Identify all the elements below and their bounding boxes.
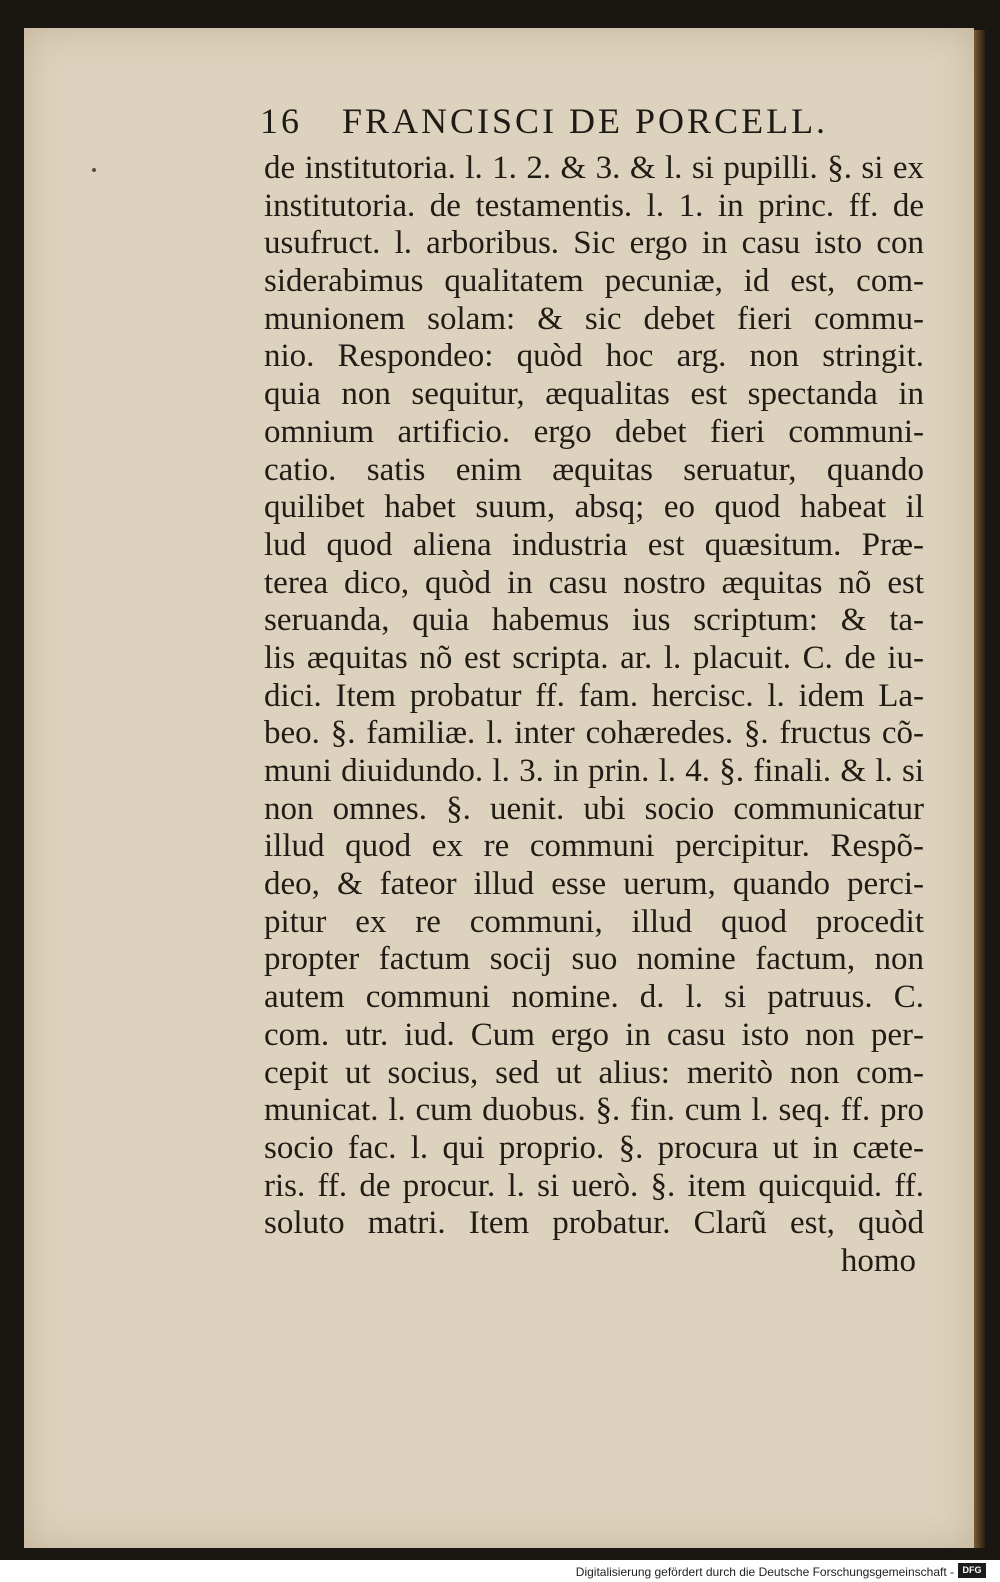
running-title: FRANCISCI DE PORCELL. — [342, 101, 829, 141]
text-line: pitur ex re communi, illud quod procedit — [264, 903, 924, 940]
text-line: seruanda, quia habemus ius scriptum: & ta‑ — [264, 602, 924, 639]
funding-credit: Digitalisierung gefördert durch die Deutsche Forschungsgemeinschaft - — [575, 1565, 954, 1579]
text-line: de institutoria. l. 1. 2. & 3. & l. si pupilli. §. si ex — [264, 150, 924, 186]
catchword: homo — [840, 1242, 916, 1279]
text-line: quilibet habet suum, absq; eo quod habeat il — [264, 489, 924, 526]
text-line: non omnes. §. uenit. ubi socio communicatur — [264, 790, 924, 827]
text-line: com. utr. iud. Cum ergo in casu isto non per‑ — [264, 1016, 924, 1053]
text-line: institutoria. de testamentis. l. 1. in princ. ff. de — [264, 187, 924, 224]
text-line: munionem solam: & sic debet fieri commu‑ — [264, 300, 924, 337]
text-line: illud quod ex re communi percipitur. Respõ‑ — [264, 828, 924, 865]
text-line: lis æquitas nõ est scripta. ar. l. placuit. C. de iu‑ — [264, 639, 924, 676]
page-number: 16 — [260, 101, 302, 141]
text-line: propter factum socij suo nomine factum, non — [264, 941, 924, 978]
text-line: municat. l. cum duobus. §. fin. cum l. seq. ff. pro — [264, 1092, 924, 1129]
page-header — [260, 100, 860, 144]
text-line: beo. §. familiæ. l. inter cohæredes. §. fructus cõ‑ — [264, 715, 924, 752]
text-line: dici. Item probatur ff. fam. hercisc. l. idem La‑ — [264, 677, 924, 714]
text-line: socio fac. l. qui proprio. §. procura ut in cæte‑ — [264, 1129, 924, 1166]
digitization-footer — [0, 1560, 1000, 1582]
text-line: deo, & fateor illud esse uerum, quando perci‑ — [264, 866, 924, 903]
body-text — [264, 150, 924, 1281]
text-line: muni diuidundo. l. 3. in prin. l. 4. §. finali. & l. si — [264, 753, 924, 789]
text-line: quia non sequitur, æqualitas est spectanda in — [264, 376, 924, 413]
text-line: terea dico, quòd in casu nostro æquitas nõ est — [264, 564, 924, 601]
text-line: catio. satis enim æquitas seruatur, quando — [264, 451, 924, 488]
text-line: cepit ut socius, sed ut alius: meritò non com‑ — [264, 1054, 924, 1091]
text-line: lud quod aliena industria est quæsitum. Præ‑ — [264, 526, 924, 563]
text-line: autem communi nomine. d. l. si patruus. C. — [264, 979, 924, 1016]
text-line: omnium artificio. ergo debet fieri communi‑ — [264, 413, 924, 450]
margin-mark — [92, 168, 96, 172]
dfg-logo: DFG — [958, 1563, 986, 1578]
text-line: usufruct. l. arboribus. Sic ergo in casu isto con — [264, 225, 924, 262]
text-line: siderabimus qualitatem pecuniæ, id est, com‑ — [264, 263, 924, 300]
text-line: soluto matri. Item probatur. Clarũ est, quòd — [264, 1205, 924, 1242]
text-line: nio. Respondeo: quòd hoc arg. non stringit. — [264, 338, 924, 375]
text-line: ris. ff. de procur. l. si uerò. §. item quicquid. ff. — [264, 1167, 924, 1204]
